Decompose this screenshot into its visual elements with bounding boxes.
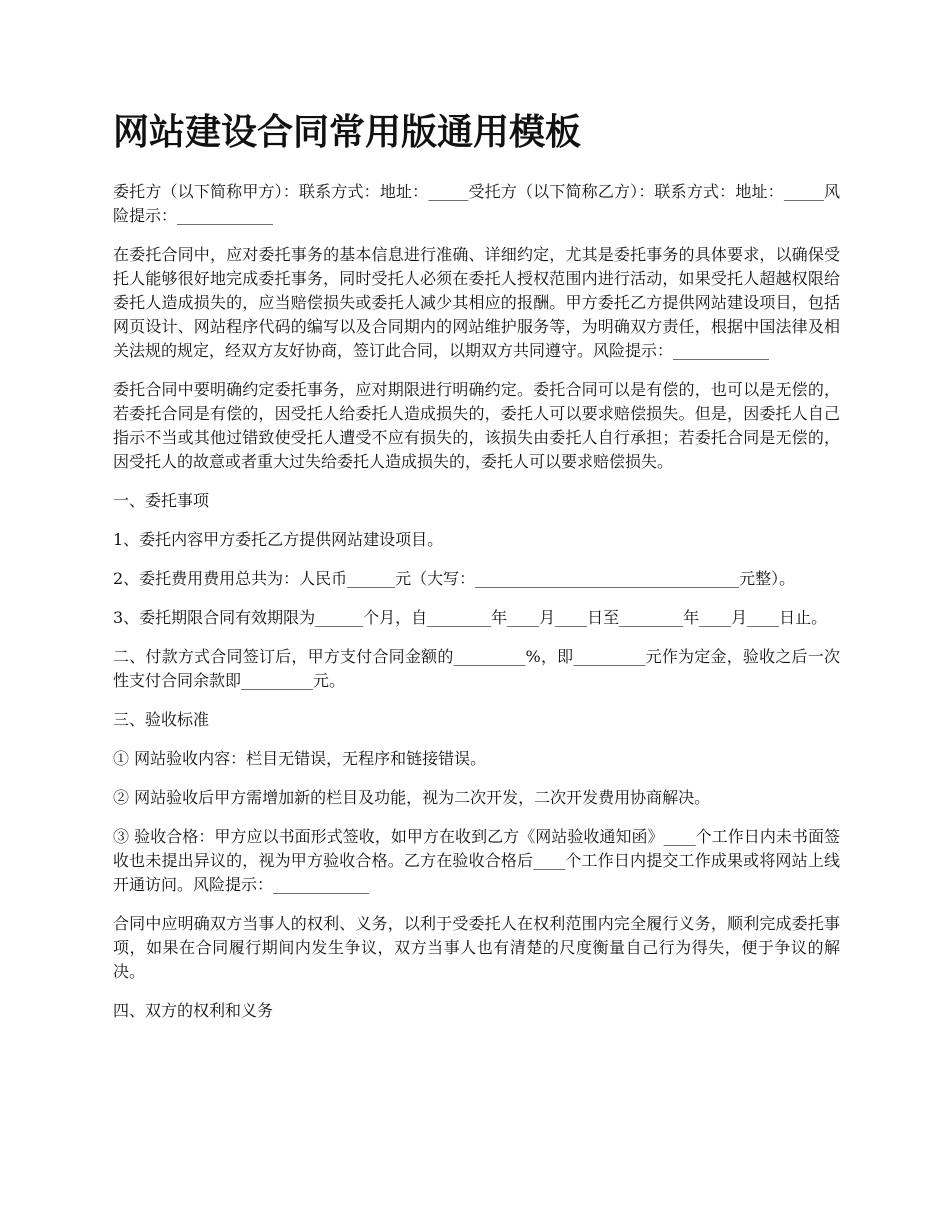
section-payment-method: 二、付款方式合同签订后，甲方支付合同金额的_________%，即_________元作为定金，验收之后一次性支付合同余款即_________元。 — [113, 647, 840, 690]
document-title: 网站建设合同常用版通用模板 — [113, 112, 582, 153]
clause-content: 1、委托内容甲方委托乙方提供网站建设项目。 — [113, 530, 444, 549]
clause-fee: 2、委托费用费用总共为：人民币______元（大写：_________________________________元整）。 — [113, 569, 796, 588]
section-heading-entrusted-matters: 一、委托事项 — [113, 491, 210, 510]
rights-obligations-note: 合同中应明确双方当事人的权利、义务，以利于受委托人在权利范围内完全履行义务，顺利完成委托事项，如果在合同履行期间内发生争议，双方当事人也有清楚的尺度衡量自己行为得失，便于争议的解决。 — [113, 914, 840, 981]
acceptance-item-3: ③ 验收合格：甲方应以书面形式签收，如甲方在收到乙方《网站验收通知函》____个工作日内未书面签收也未提出异议的，视为甲方验收合格。乙方在验收合格后____个工作日内提交工作成果或将网站上线开通访问。风险提示：____________ — [113, 827, 840, 894]
acceptance-item-1: ① 网站验收内容：栏目无错误，无程序和链接错误。 — [113, 749, 487, 768]
clause-term: 3、委托期限合同有效期限为______个月，自________年____月____日至________年____月____日止。 — [113, 608, 828, 627]
section-heading-acceptance: 三、验收标准 — [113, 710, 210, 729]
acceptance-item-2: ② 网站验收后甲方需增加新的栏目及功能，视为二次开发，二次开发费用协商解决。 — [113, 788, 711, 807]
section-heading-rights-obligations: 四、双方的权利和义务 — [113, 1001, 274, 1020]
intro-paragraph: 在委托合同中，应对委托事务的基本信息进行准确、详细约定，尤其是委托事务的具体要求，以确保受托人能够很好地完成委托事务，同时受托人必须在委托人授权范围内进行活动，如果受托人超越权限给委托人造成损失的，应当赔偿损失或委托人减少其相应的报酬。甲方委托乙方提供网站建设项目，包括网页设计、网站程序代码的编写以及合同期内的网站维护服务等，为明确双方责任，根据中国法律及相关法规的规定，经双方友好协商，签订此合同，以期双方共同遵守。风险提示：____________ — [113, 245, 840, 360]
compensation-paragraph: 委托合同中要明确约定委托事务，应对期限进行明确约定。委托合同可以是有偿的，也可以是无偿的，若委托合同是有偿的，因受托人给委托人造成损失的，委托人可以要求赔偿损失。但是，因委托人自己指示不当或其他过错致使受托人遭受不应有损失的，该损失由委托人自行承担；若委托合同是无偿的，因受托人的故意或者重大过失给委托人造成损失的，委托人可以要求赔偿损失。 — [113, 380, 840, 471]
parties-paragraph: 委托方（以下简称甲方）：联系方式：地址：_____受托方（以下简称乙方）：联系方式：地址：_____风险提示：____________ — [113, 182, 840, 225]
document-page — [113, 108, 840, 1038]
